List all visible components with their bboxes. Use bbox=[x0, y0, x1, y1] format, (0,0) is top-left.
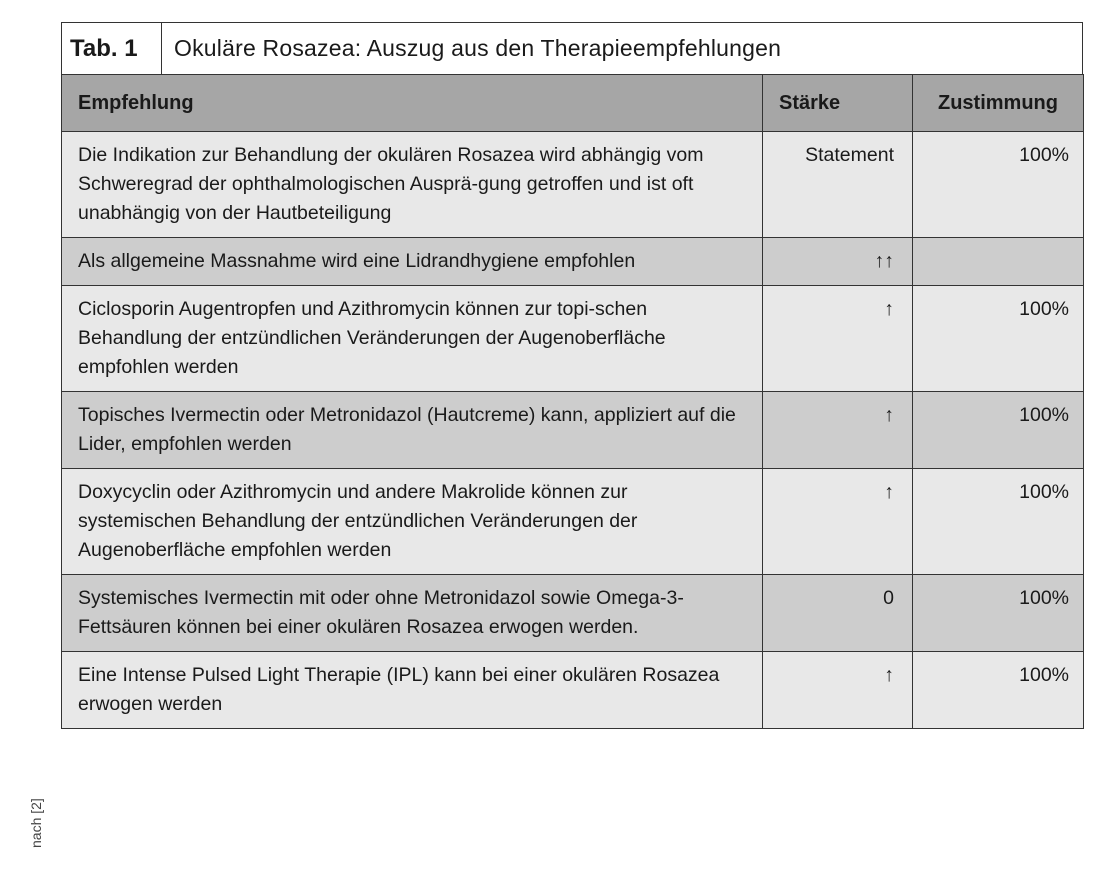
cell-recommendation: Topisches Ivermectin oder Metronidazol (Hautcreme) kann, appliziert auf die Lider, empfohlen werden bbox=[62, 392, 763, 469]
cell-agreement: 100% bbox=[913, 286, 1084, 392]
header-strength: Stärke bbox=[763, 75, 913, 132]
table-row bbox=[62, 238, 1084, 286]
cell-recommendation: Doxycyclin oder Azithromycin und andere Makrolide können zur systemischen Behandlung der entzündlichen Veränderungen der Augenoberfläche empfohlen werden bbox=[62, 469, 763, 575]
table-caption bbox=[61, 22, 1083, 74]
cell-agreement bbox=[913, 238, 1084, 286]
data-table bbox=[61, 74, 1084, 729]
cell-agreement: 100% bbox=[913, 652, 1084, 729]
table-row bbox=[62, 286, 1084, 392]
cell-recommendation: Systemisches Ivermectin mit oder ohne Metronidazol sowie Omega-3-Fettsäuren können bei einer okulären Rosazea erwogen werden. bbox=[62, 575, 763, 652]
cell-strength: Statement bbox=[763, 132, 913, 238]
cell-recommendation: Eine Intense Pulsed Light Therapie (IPL) kann bei einer okulären Rosazea erwogen werden bbox=[62, 652, 763, 729]
cell-recommendation: Die Indikation zur Behandlung der okulären Rosazea wird abhängig vom Schweregrad der ophthalmologischen Ausprä-gung getroffen und ist oft unabhängig von der Hautbeteiligung bbox=[62, 132, 763, 238]
table-row bbox=[62, 652, 1084, 729]
cell-strength: ↑ bbox=[763, 286, 913, 392]
cell-strength: ↑ bbox=[763, 469, 913, 575]
source-note: nach [2] bbox=[28, 798, 44, 848]
header-recommendation: Empfehlung bbox=[62, 75, 763, 132]
cell-strength: ↑↑ bbox=[763, 238, 913, 286]
cell-agreement: 100% bbox=[913, 469, 1084, 575]
cell-agreement: 100% bbox=[913, 575, 1084, 652]
cell-strength: 0 bbox=[763, 575, 913, 652]
table-row bbox=[62, 469, 1084, 575]
table-row bbox=[62, 132, 1084, 238]
table-title: Okuläre Rosazea: Auszug aus den Therapieempfehlungen bbox=[174, 35, 782, 61]
cell-recommendation: Als allgemeine Massnahme wird eine Lidrandhygiene empfohlen bbox=[62, 238, 763, 286]
cell-agreement: 100% bbox=[913, 392, 1084, 469]
header-agreement: Zustimmung bbox=[913, 75, 1084, 132]
recommendation-table bbox=[61, 22, 1083, 729]
cell-strength: ↑ bbox=[763, 392, 913, 469]
header-row bbox=[62, 75, 1084, 132]
cell-strength: ↑ bbox=[763, 652, 913, 729]
table-row bbox=[62, 392, 1084, 469]
table-number: Tab. 1 bbox=[62, 23, 162, 74]
cell-recommendation: Ciclosporin Augentropfen und Azithromycin können zur topi-schen Behandlung der entzündlichen Veränderungen der Augenoberfläche empfohlen werden bbox=[62, 286, 763, 392]
table-row bbox=[62, 575, 1084, 652]
cell-agreement: 100% bbox=[913, 132, 1084, 238]
